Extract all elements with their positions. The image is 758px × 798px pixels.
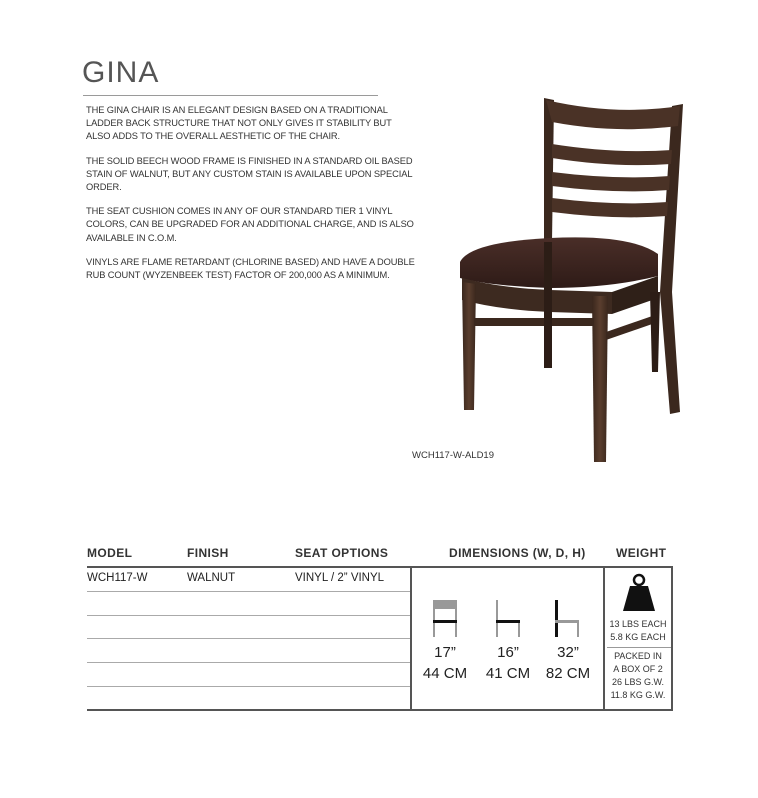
chair-photo: [440, 92, 700, 472]
weight-each-kg: 5.8 KG EACH: [610, 632, 666, 642]
box-weight-lbs: 26 LBS G.W.: [611, 677, 665, 687]
cell-seat-options: VINYL / 2” VINYL: [295, 572, 385, 584]
packed-in-label: PACKED IN: [614, 651, 662, 661]
table-row-line: [87, 591, 411, 592]
box-of-label: A BOX OF 2: [613, 664, 663, 674]
dimension-depth-cm: 41 CM: [485, 665, 531, 682]
table-row-line: [87, 662, 411, 663]
description-paragraph: THE SEAT CUSHION COMES IN ANY OF OUR STANDARD TIER 1 VINYL COLORS, CAN BE UPGRADED FOR AN ADDITIONAL CHARGE, AND IS ALSO AVAILABLE IN C.O.M.: [86, 206, 414, 243]
weight-each-lbs: 13 LBS EACH: [609, 619, 667, 629]
dimension-height-cm: 82 CM: [545, 665, 591, 682]
dimension-depth-in: 16”: [497, 644, 519, 661]
product-description: [86, 104, 416, 293]
weight-divider: [607, 647, 671, 648]
header-finish: FINISH: [187, 546, 229, 560]
dimension-width-in: 17”: [434, 644, 456, 661]
chair-image: [440, 92, 700, 472]
dimension-height-in: 32”: [557, 644, 579, 661]
description-paragraph: THE SOLID BEECH WOOD FRAME IS FINISHED IN A STANDARD OIL BASED STAIN OF WALNUT, BUT ANY CUSTOM STAIN IS AVAILABLE UPON SPECIAL ORDER.: [86, 155, 413, 193]
table-row-line: [87, 638, 411, 639]
cell-finish: WALNUT: [187, 572, 236, 584]
chair-height-icon: [553, 598, 583, 640]
title-divider: [83, 95, 378, 96]
table-bottom-rule: [87, 709, 673, 711]
description-paragraph: THE GINA CHAIR IS AN ELEGANT DESIGN BASED ON A TRADITIONAL LADDER BACK STRUCTURE THAT NOT ONLY GIVES IT STABILITY BUT ALSO ADDS TO THE OVERALL AESTHETIC OF THE CHAIR.: [86, 105, 392, 142]
dimension-width-cm: 44 CM: [422, 665, 468, 682]
product-title: GINA: [82, 56, 160, 89]
description-paragraph: VINYLS ARE FLAME RETARDANT (CHLORINE BASED) AND HAVE A DOUBLE RUB COUNT (WYZENBEEK TEST) FACTOR OF 200,000 AS A MINIMUM.: [86, 256, 415, 281]
table-header-rule: [87, 566, 673, 568]
dimensions-left-border: [410, 566, 412, 711]
header-weight: WEIGHT: [616, 546, 667, 560]
weight-icon: [622, 573, 656, 613]
header-model: MODEL: [87, 546, 133, 560]
table-row-line: [87, 686, 411, 687]
chair-width-icon: [431, 598, 461, 640]
header-seat-options: SEAT OPTIONS: [295, 546, 389, 560]
cell-model: WCH117-W: [87, 572, 148, 584]
image-caption: WCH117-W-ALD19: [412, 450, 495, 461]
table-row-line: [87, 615, 411, 616]
chair-depth-icon: [494, 598, 524, 640]
weight-right-border: [671, 566, 673, 711]
header-dimensions: DIMENSIONS (W, D, H): [449, 546, 586, 560]
box-weight-kg: 11.8 KG G.W.: [610, 690, 666, 700]
